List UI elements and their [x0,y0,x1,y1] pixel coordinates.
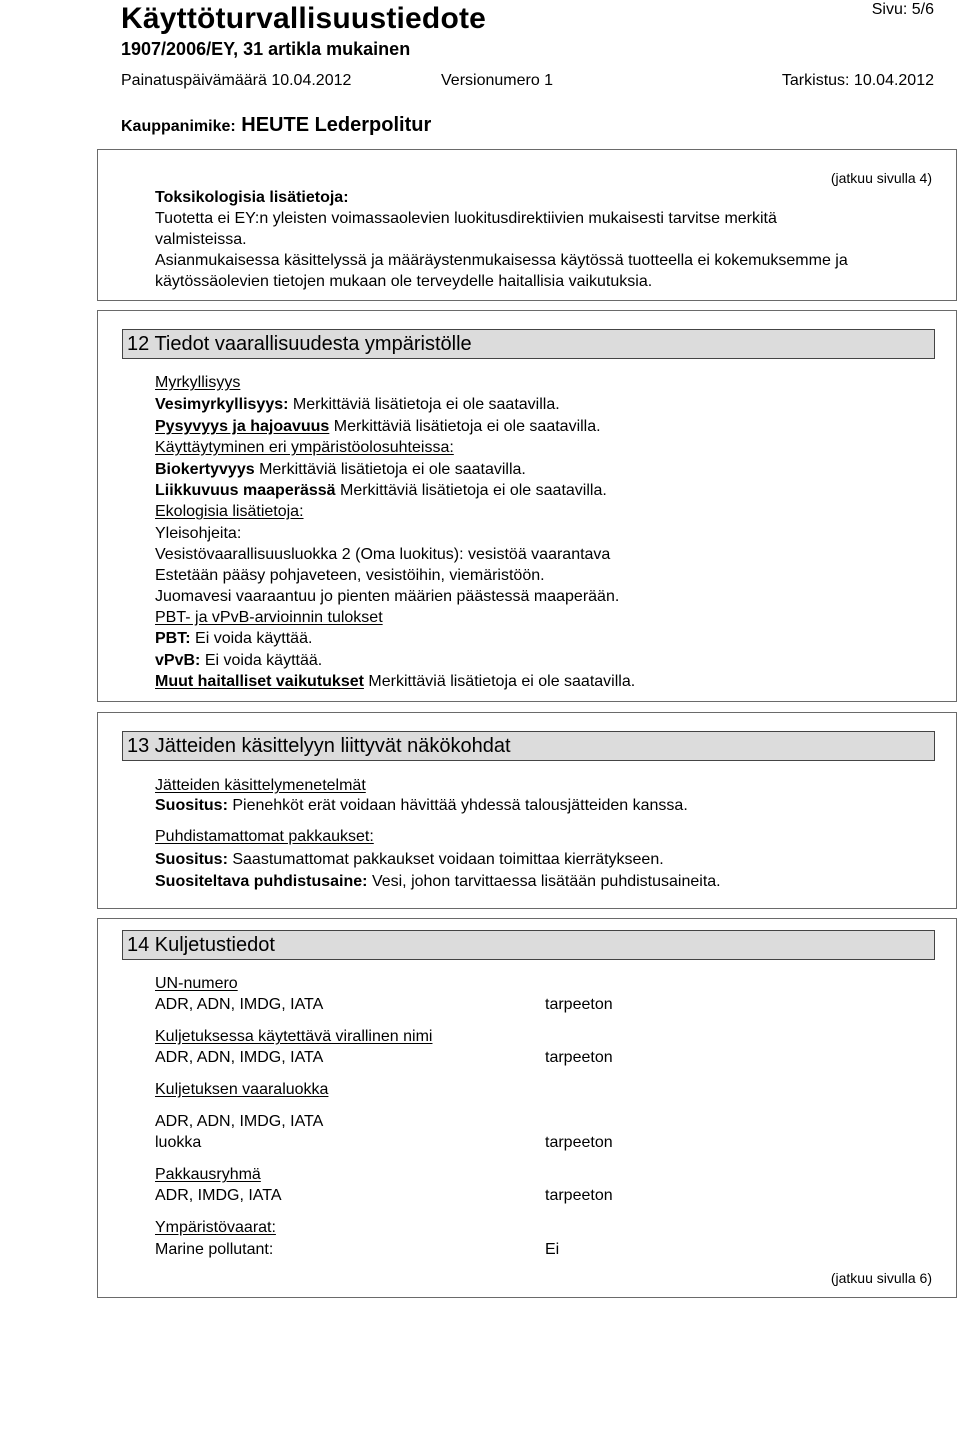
other-effects: Muut haitalliset vaikutukset Merkittäviä lisätietoja ei ole saatavilla. [155,673,636,690]
general-note: Juomavesi vaaraantuu jo pienten määrien päästessä maaperään. [155,588,620,605]
regulation-reference: 1907/2006/EY, 31 artikla mukainen [121,39,411,59]
continues-on-note: (jatkuu sivulla 6) [830,1270,932,1286]
toxicology-line: valmisteissa. [155,231,247,248]
version-number: Versionumero 1 [441,72,554,89]
hazard-class-heading: Kuljetuksen vaaraluokka [155,1081,329,1098]
continued-from-note: (jatkuu sivulla 4) [830,170,932,186]
toxicology-heading: Toksikologisia lisätietoja: [155,189,349,206]
page-number: Sivu: 5/6 [871,1,934,18]
marine-pollutant-value: Ei [545,1241,560,1258]
general-note: Estetään pääsy pohjaveteen, vesistöihin, viemäristöön. [155,567,545,584]
hazard-class-modes: ADR, ADN, IMDG, IATA [155,1113,324,1130]
aquatic-toxicity: Vesimyrkyllisyys: Merkittäviä lisätietoja ei ole saatavilla. [155,396,560,413]
hazard-class-sublabel: luokka [155,1134,202,1151]
section-14-box [97,918,957,1298]
print-date: Painatuspäivämäärä 10.04.2012 [121,72,352,89]
trade-name-value: HEUTE Lederpolitur [241,114,432,136]
marine-pollutant-label: Marine pollutant: [155,1241,274,1258]
general-notes-heading: Yleisohjeita: [155,525,242,542]
behaviour-heading: Käyttäytyminen eri ympäristöolosuhteissa: [155,439,454,456]
packing-group-heading: Pakkausryhmä [155,1166,261,1183]
toxicology-line: Tuotetta ei EY:n yleisten voimassaolevien luokitusdirektiivien mukaisesti tarvitse merkitä [155,210,777,227]
section-12-box [97,310,957,702]
pbt-heading: PBT- ja vPvB-arvioinnin tulokset [155,609,383,626]
vpvb-result: vPvB: Ei voida käyttää. [155,652,323,669]
pbt-result: PBT: Ei voida käyttää. [155,630,313,647]
hazard-class-value: tarpeeton [545,1134,613,1151]
disposal-methods-heading: Jätteiden käsittelymenetelmät [155,777,366,794]
persistence: Pysyvyys ja hajoavuus Merkittäviä lisätietoja ei ole saatavilla. [155,418,601,435]
bioaccumulation: Biokertyvyys Merkittäviä lisätietoja ei ole saatavilla. [155,461,526,478]
packing-group-value: tarpeeton [545,1187,613,1204]
un-number-heading: UN-numero [155,975,238,992]
section-13-heading: 13 Jätteiden käsittelyyn liittyvät näkökohdat [122,731,935,761]
shipping-name-value: tarpeeton [545,1049,613,1066]
shipping-name-modes: ADR, ADN, IMDG, IATA [155,1049,324,1066]
section-14-heading: 14 Kuljetustiedot [122,930,935,960]
toxicology-line: Asianmukaisessa käsittelyssä ja määräystenmukaisessa käytössä tuotteella ei kokemuksemme ja [155,252,848,269]
environmental-hazards-heading: Ympäristövaarat: [155,1219,276,1236]
un-number-value: tarpeeton [545,996,613,1013]
trade-name-label: Kauppanimike: [121,118,236,135]
cleaning-agent: Suositeltava puhdistusaine: Vesi, johon tarvittaessa lisätään puhdistusaineita. [155,873,721,890]
packing-group-modes: ADR, IMDG, IATA [155,1187,282,1204]
shipping-name-heading: Kuljetuksessa käytettävä virallinen nimi [155,1028,433,1045]
revision-date: Tarkistus: 10.04.2012 [781,72,934,89]
un-number-modes: ADR, ADN, IMDG, IATA [155,996,324,1013]
soil-mobility: Liikkuvuus maaperässä Merkittäviä lisätietoja ei ole saatavilla. [155,482,607,499]
toxicology-line: käytössäolevien tietojen mukaan ole terveydelle haitallisia vaikutuksia. [155,273,653,290]
disposal-recommendation: Suositus: Pienehköt erät voidaan hävittää yhdessä talousjätteiden kanssa. [155,797,688,814]
section-13-box [97,712,957,909]
packaging-heading: Puhdistamattomat pakkaukset: [155,828,374,845]
general-note: Vesistövaarallisuusluokka 2 (Oma luokitus): vesistöä vaarantava [155,546,611,563]
toxicology-box [97,149,957,301]
eco-info-heading: Ekologisia lisätietoja: [155,503,304,520]
toxicity-heading: Myrkyllisyys [155,374,241,391]
packaging-recommendation: Suositus: Saastumattomat pakkaukset voidaan toimittaa kierrätykseen. [155,851,664,868]
section-12-heading: 12 Tiedot vaarallisuudesta ympäristölle [122,329,935,359]
trade-name [121,114,431,137]
document-title: Käyttöturvallisuustiedote [121,2,487,35]
